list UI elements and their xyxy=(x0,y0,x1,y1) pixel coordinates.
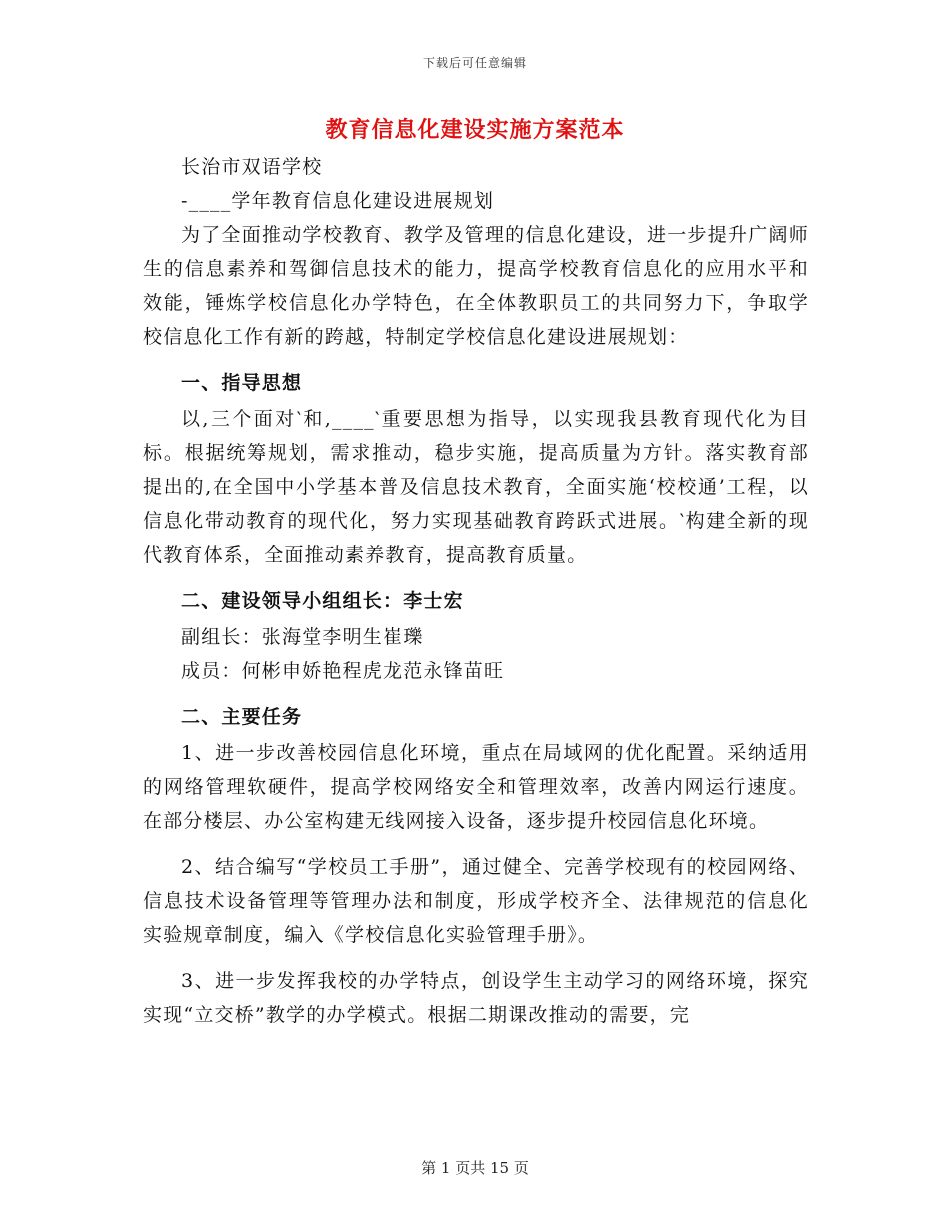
document-title: 教育信息化建设实施方案范本 xyxy=(325,117,625,143)
document-body xyxy=(143,150,809,1032)
school-name: 长治市双语学校 xyxy=(181,156,323,178)
section-heading-leadership-group: 二、建设领导小组组长：李士宏 xyxy=(181,590,464,612)
page-number-footer: 第 1 页共 15 页 xyxy=(421,1159,529,1177)
header-note: 下载后可任意编辑 xyxy=(422,56,527,70)
intro-paragraph: 为了全面推动学校教育、教学及管理的信息化建设，进一步提升广阔师生的信息素养和驾御信息技术的能力，提高学校教育信息化的应用水平和效能，锤炼学校信息化办学特色，在全体教职员工的共同努力下，争取学校信息化工作有新的跨越，特制定学校信息化建设进展规划： xyxy=(143,224,809,348)
task-paragraph-1: 1、进一步改善校园信息化环境，重点在局域网的优化配置。采纳适用的网络管理软硬件，提高学校网络安全和管理效率，改善内网运行速度。在部分楼层、办公室构建无线网接入设备，逐步提升校园信息化环境。 xyxy=(143,742,809,832)
document-subtitle: -____学年教育信息化建设进展规划 xyxy=(181,190,495,212)
section-heading-main-tasks: 二、主要任务 xyxy=(181,706,303,728)
task-paragraph-3: 3、进一步发挥我校的办学特点，创设学生主动学习的网络环境，探究实现“立交桥”教学的办学模式。根据二期课改推动的需要，完 xyxy=(143,970,809,1026)
section-heading-guiding-ideology: 一、指导思想 xyxy=(181,372,303,394)
task-paragraph-2: 2、结合编写“学校员工手册”，通过健全、完善学校现有的校园网络、信息技术设备管理等管理办法和制度，形成学校齐全、法律规范的信息化实验规章制度，编入《学校信息化实验管理手册》。 xyxy=(143,856,809,946)
members-line: 成员：何彬申娇艳程虎龙范永锋苗旺 xyxy=(181,660,505,682)
vice-leader-line: 副组长：张海堂李明生崔瓅 xyxy=(181,626,424,648)
guiding-ideology-paragraph: 以,三个面对‵和,____‵重要思想为指导，以实现我县教育现代化为目标。根据统筹规划，需求推动，稳步实施，提高质量为方针。落实教育部提出的,在全国中小学基本普及信息技术教育，全面实施‘校校通’工程，以信息化带动教育的现代化，努力实现基础教育跨跃式进展。‵构建全新的现代教育体系，全面推动素养教育，提高教育质量。 xyxy=(143,408,809,566)
